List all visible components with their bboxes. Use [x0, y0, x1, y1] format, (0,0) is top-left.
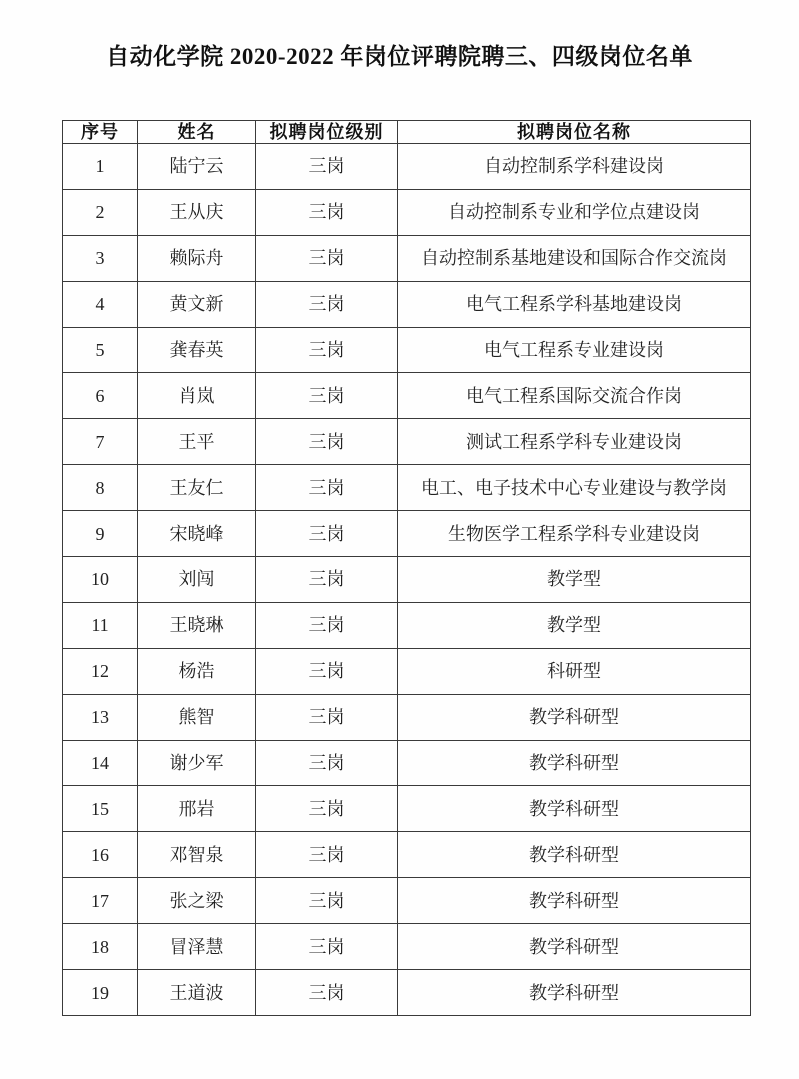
- cell-name: 龚春英: [138, 327, 256, 373]
- table-row: [63, 373, 751, 419]
- cell-level: 三岗: [256, 419, 398, 465]
- cell-name: 张之梁: [138, 878, 256, 924]
- cell-index: 14: [63, 740, 138, 786]
- cell-index: 2: [63, 189, 138, 235]
- cell-name: 宋晓峰: [138, 511, 256, 557]
- cell-position: 生物医学工程系学科专业建设岗: [398, 511, 751, 557]
- cell-level: 三岗: [256, 924, 398, 970]
- cell-position: 教学科研型: [398, 924, 751, 970]
- table-row: [63, 144, 751, 190]
- cell-level: 三岗: [256, 511, 398, 557]
- col-header-position: 拟聘岗位名称: [398, 121, 751, 144]
- cell-name: 杨浩: [138, 648, 256, 694]
- cell-index: 3: [63, 235, 138, 281]
- cell-index: 17: [63, 878, 138, 924]
- cell-position: 教学科研型: [398, 970, 751, 1016]
- table-row: [63, 694, 751, 740]
- cell-index: 15: [63, 786, 138, 832]
- cell-level: 三岗: [256, 557, 398, 603]
- cell-name: 冒泽慧: [138, 924, 256, 970]
- cell-position: 教学科研型: [398, 878, 751, 924]
- cell-level: 三岗: [256, 189, 398, 235]
- cell-index: 7: [63, 419, 138, 465]
- cell-index: 18: [63, 924, 138, 970]
- cell-index: 11: [63, 602, 138, 648]
- cell-position: 教学科研型: [398, 786, 751, 832]
- cell-index: 19: [63, 970, 138, 1016]
- cell-level: 三岗: [256, 144, 398, 190]
- cell-name: 谢少军: [138, 740, 256, 786]
- table-row: [63, 648, 751, 694]
- cell-index: 9: [63, 511, 138, 557]
- table-row: [63, 189, 751, 235]
- cell-level: 三岗: [256, 373, 398, 419]
- cell-name: 邢岩: [138, 786, 256, 832]
- cell-index: 10: [63, 557, 138, 603]
- table-row: [63, 832, 751, 878]
- cell-level: 三岗: [256, 235, 398, 281]
- cell-position: 自动控制系基地建设和国际合作交流岗: [398, 235, 751, 281]
- table-row: [63, 511, 751, 557]
- cell-name: 赖际舟: [138, 235, 256, 281]
- cell-name: 陆宁云: [138, 144, 256, 190]
- cell-position: 教学科研型: [398, 694, 751, 740]
- cell-position: 电气工程系学科基地建设岗: [398, 281, 751, 327]
- table-row: [63, 419, 751, 465]
- table-row: [63, 924, 751, 970]
- cell-position: 教学科研型: [398, 740, 751, 786]
- cell-position: 电工、电子技术中心专业建设与教学岗: [398, 465, 751, 511]
- cell-level: 三岗: [256, 602, 398, 648]
- col-header-name: 姓名: [138, 121, 256, 144]
- header-row: [63, 121, 751, 144]
- cell-name: 王道波: [138, 970, 256, 1016]
- table-row: [63, 557, 751, 603]
- cell-level: 三岗: [256, 465, 398, 511]
- cell-name: 王平: [138, 419, 256, 465]
- cell-index: 13: [63, 694, 138, 740]
- table-row: [63, 281, 751, 327]
- cell-index: 16: [63, 832, 138, 878]
- cell-level: 三岗: [256, 832, 398, 878]
- cell-position: 测试工程系学科专业建设岗: [398, 419, 751, 465]
- cell-name: 肖岚: [138, 373, 256, 419]
- cell-level: 三岗: [256, 786, 398, 832]
- cell-level: 三岗: [256, 878, 398, 924]
- cell-level: 三岗: [256, 740, 398, 786]
- cell-name: 熊智: [138, 694, 256, 740]
- cell-level: 三岗: [256, 281, 398, 327]
- table-row: [63, 786, 751, 832]
- cell-position: 电气工程系专业建设岗: [398, 327, 751, 373]
- positions-table: [62, 120, 751, 1016]
- cell-name: 黄文新: [138, 281, 256, 327]
- table-row: [63, 235, 751, 281]
- col-header-index: 序号: [63, 121, 138, 144]
- table-row: [63, 740, 751, 786]
- cell-position: 自动控制系学科建设岗: [398, 144, 751, 190]
- table-row: [63, 465, 751, 511]
- cell-name: 王晓琳: [138, 602, 256, 648]
- table-row: [63, 327, 751, 373]
- table-row: [63, 878, 751, 924]
- cell-position: 教学型: [398, 557, 751, 603]
- cell-name: 王从庆: [138, 189, 256, 235]
- cell-level: 三岗: [256, 694, 398, 740]
- cell-name: 刘闯: [138, 557, 256, 603]
- cell-index: 4: [63, 281, 138, 327]
- table-body: [63, 144, 751, 1016]
- cell-level: 三岗: [256, 648, 398, 694]
- cell-level: 三岗: [256, 327, 398, 373]
- table-row: [63, 602, 751, 648]
- cell-index: 12: [63, 648, 138, 694]
- cell-position: 科研型: [398, 648, 751, 694]
- cell-index: 8: [63, 465, 138, 511]
- cell-position: 教学型: [398, 602, 751, 648]
- cell-index: 1: [63, 144, 138, 190]
- cell-name: 王友仁: [138, 465, 256, 511]
- cell-level: 三岗: [256, 970, 398, 1016]
- col-header-level: 拟聘岗位级别: [256, 121, 398, 144]
- cell-position: 电气工程系国际交流合作岗: [398, 373, 751, 419]
- table-row: [63, 970, 751, 1016]
- cell-position: 教学科研型: [398, 832, 751, 878]
- cell-index: 6: [63, 373, 138, 419]
- cell-name: 邓智泉: [138, 832, 256, 878]
- page-title: 自动化学院 2020-2022 年岗位评聘院聘三、四级岗位名单: [106, 44, 693, 69]
- cell-index: 5: [63, 327, 138, 373]
- cell-position: 自动控制系专业和学位点建设岗: [398, 189, 751, 235]
